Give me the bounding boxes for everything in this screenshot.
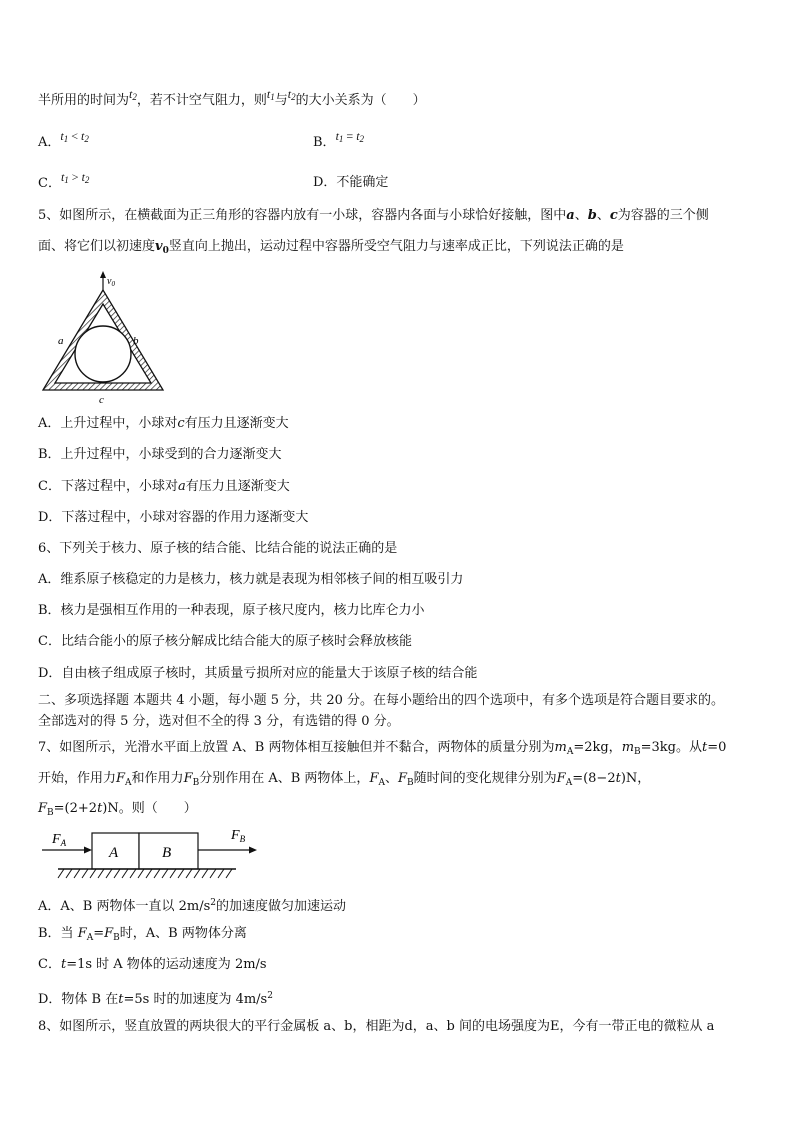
q5-option-b: B．上升过程中，小球受到的合力逐渐变大 (38, 447, 282, 462)
q7-option-b: B．当 $F_A=F_B$时，A、B 两物体分离 (38, 926, 247, 943)
q4-option-c: C．$t_1 > t_2$ (38, 170, 90, 191)
side-b-label: b (133, 335, 139, 347)
q6-option-a: A．维系原子核稳定的力是核力，核力就是表现为相邻核子间的相互吸引力 (38, 572, 464, 587)
q5-stem-line-1: 5、如图所示，在横截面为正三角形的容器内放有一小球，容器内各面与小球恰好接触，图中a、b、c为容器的三个侧 (38, 208, 709, 223)
q6-option-c: C．比结合能小的原子核分解成比结合能大的原子核时会释放核能 (38, 634, 412, 649)
q7-option-c: C．t=1s 时 A 物体的运动速度为 2m/s (38, 957, 267, 972)
section-heading-line-1: 二、多项选择题 本题共 4 小题，每小题 5 分，共 20 分。在每小题给出的四个选项中，有多个选项是符合题目要求的。 (38, 693, 725, 708)
q6-stem: 6、下列关于核力、原子核的结合能、比结合能的说法正确的是 (38, 541, 398, 556)
q4-option-b: B．$t_1 = t_2$ (313, 129, 365, 150)
q5-option-d: D．下落过程中，小球对容器的作用力逐渐变大 (38, 510, 309, 525)
force-a-label: $F_A$ (52, 832, 67, 848)
q5-stem-line-2: 面、将它们以初速度$v_0$竖直向上抛出，运动过程中容器所受空气阻力与速率成正比，下列说法正确的是 (38, 239, 624, 256)
q7-stem-line-2: 开始，作用力$F_A$和作用力$F_B$分别作用在 A、B 两物体上，$F_A$、$F_B$随时间的变化规律分别为$F_A=(8-2t)N$， (38, 771, 651, 788)
t1-symbol: $t_1$ (266, 87, 275, 102)
ground-hatch (58, 869, 232, 878)
force-b-label: $F_B$ (231, 828, 246, 844)
q7-blocks-figure (38, 825, 268, 885)
q8-stem: 8、如图所示，竖直放置的两块很大的平行金属板 a、b，相距为d，a、b 间的电场强度为E，今有一带正电的微粒从 a (38, 1019, 715, 1034)
t2-symbol-2: $t_2$ (287, 87, 296, 102)
q4-option-a: A．$t_1 < t_2$ (38, 129, 89, 150)
q6-option-d: D．自由核子组成原子核时，其质量亏损所对应的能量大于该原子核的结合能 (38, 666, 478, 681)
t2-symbol: $t_2$ (129, 87, 137, 102)
q4-stem-line: 半所用的时间为$t_2$，若不计空气阻力，则$t_1$与$t_2$的大小关系为（ ） (38, 87, 426, 108)
q5-option-c: C．下落过程中，小球对a有压力且逐渐变大 (38, 479, 290, 494)
q7-stem-line-1: 7、如图所示，光滑水平面上放置 A、B 两物体相互接触但并不黏合，两物体的质量分别为$m_A=2kg$，$m_B=3kg$。从t=0 (38, 740, 727, 757)
v0-label: $v_0$ (107, 276, 115, 288)
block-a-label: A (109, 845, 119, 861)
section-heading-line-2: 全部选对的得 5 分，选对但不全的得 3 分，有选错的得 0 分。 (38, 714, 400, 729)
block-b-label: B (162, 845, 172, 861)
q5-option-a: A．上升过程中，小球对c有压力且逐渐变大 (38, 416, 289, 431)
q7-stem-line-3: $F_B=(2+2t)N$。则（ ） (38, 801, 197, 818)
q4-option-d: D．不能确定 (313, 175, 389, 190)
q7-option-a: A．A、B 两物体一直以 $2m/s^2$的加速度做匀加速运动 (38, 898, 346, 914)
ball (75, 326, 131, 382)
side-a-label: a (58, 335, 64, 347)
q5-triangle-figure (38, 270, 168, 405)
q7-option-d: D．物体 B 在t=5s 时的加速度为 $4m/s^2$ (38, 991, 273, 1007)
side-c-label: c (99, 394, 104, 405)
q6-option-b: B．核力是强相互作用的一种表现，原子核尺度内，核力比库仑力小 (38, 603, 425, 618)
